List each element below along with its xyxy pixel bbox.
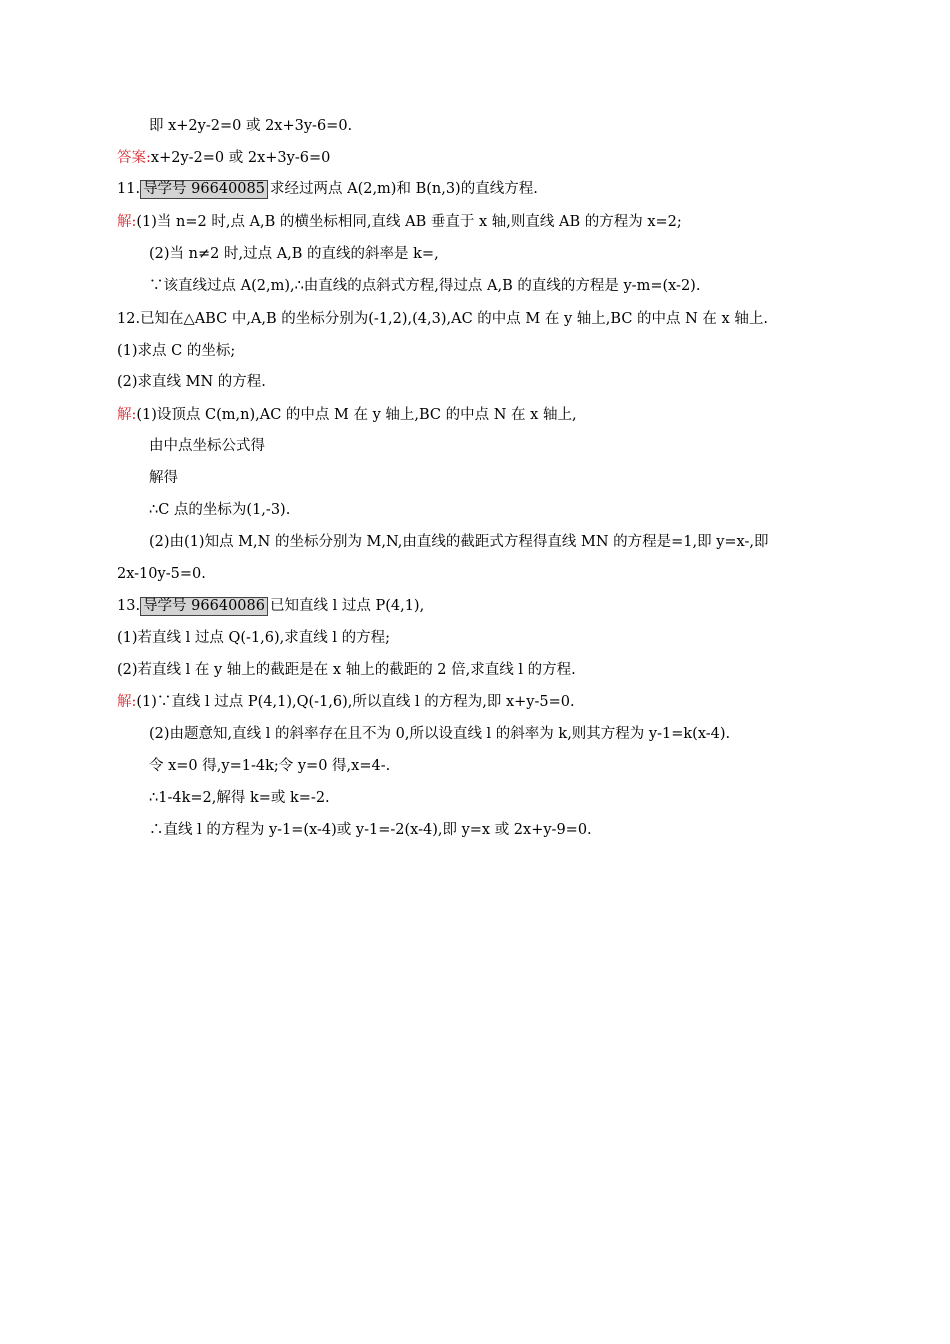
text-line — [149, 117, 352, 135]
line-text: 解得 — [149, 470, 178, 486]
solution-line — [117, 406, 577, 424]
line-text: (2)由题意知,直线 l 的斜率存在且不为 0,所以设直线 l 的斜率为 k,则其方程为 y-1=k(x-4). — [149, 726, 731, 742]
line-text: (1)若直线 l 过点 Q(-1,6),求直线 l 的方程; — [117, 630, 391, 646]
problem-number: 13. — [117, 598, 141, 614]
text-line — [149, 437, 265, 455]
line-text: (1)求点 C 的坐标; — [117, 343, 236, 359]
line-text: (2)由(1)知点 M,N 的坐标分别为 M,N,由直线的截距式方程得直线 MN 的方程是=1,即 y=x-,即 — [149, 534, 769, 550]
text-line — [149, 245, 439, 263]
solution-text: (1)∵直线 l 过点 P(4,1),Q(-1,6),所以直线 l 的方程为,即 x+y-5=0. — [136, 694, 575, 710]
reference-tag: 导学号 96640085 — [140, 180, 268, 199]
text-line — [149, 789, 330, 807]
solution-label: 解: — [117, 694, 137, 710]
line-text: ∴直线 l 的方程为 y-1=(x-4)或 y-1=-2(x-4),即 y=x 或 2x+y-9=0. — [149, 822, 592, 838]
text-line — [149, 501, 290, 519]
line-text: (2)求直线 MN 的方程. — [117, 374, 266, 390]
text-line — [149, 533, 769, 551]
text-line — [117, 661, 576, 679]
text-line — [149, 725, 730, 743]
text-line — [149, 757, 390, 775]
text-line — [117, 565, 206, 583]
line-text: ∴1-4k=2,解得 k=或 k=-2. — [149, 790, 330, 806]
line-text: (2)当 n≠2 时,过点 A,B 的直线的斜率是 k=, — [149, 246, 439, 262]
line-text: ∵该直线过点 A(2,m),∴由直线的点斜式方程,得过点 A,B 的直线的方程是 y-m=(x-2). — [149, 278, 701, 294]
solution-label: 解: — [117, 407, 137, 423]
line-text: 由中点坐标公式得 — [149, 438, 265, 454]
problem-text: 已知直线 l 过点 P(4,1), — [269, 598, 425, 614]
solution-label: 解: — [117, 214, 137, 230]
text-line — [149, 821, 592, 839]
text-line — [117, 342, 235, 360]
line-text: 即 x+2y-2=0 或 2x+3y-6=0. — [149, 118, 353, 134]
answer-line — [117, 149, 330, 167]
line-text: 令 x=0 得,y=1-4k;令 y=0 得,x=4-. — [149, 758, 391, 774]
text-line — [149, 277, 700, 295]
problem-text: 已知在△ABC 中,A,B 的坐标分别为(-1,2),(4,3),AC 的中点 M 在 y 轴上,BC 的中点 N 在 x 轴上. — [140, 311, 768, 327]
problem-number: 12. — [117, 311, 141, 327]
solution-line — [117, 693, 575, 711]
text-line — [149, 469, 178, 487]
line-text: ∴C 点的坐标为(1,-3). — [149, 502, 291, 518]
solution-line — [117, 213, 682, 231]
answer-label: 答案: — [117, 150, 151, 166]
problem-number: 11. — [117, 181, 141, 197]
problem-12 — [117, 310, 768, 328]
line-text: 2x-10y-5=0. — [117, 566, 206, 582]
line-text: (2)若直线 l 在 y 轴上的截距是在 x 轴上的截距的 2 倍,求直线 l 的方程. — [117, 662, 576, 678]
problem-11 — [117, 180, 538, 199]
solution-text: (1)设顶点 C(m,n),AC 的中点 M 在 y 轴上,BC 的中点 N 在 x 轴上, — [136, 407, 577, 423]
problem-13 — [117, 597, 424, 616]
text-line — [117, 629, 390, 647]
answer-text: x+2y-2=0 或 2x+3y-6=0 — [150, 150, 331, 166]
problem-text: 求经过两点 A(2,m)和 B(n,3)的直线方程. — [269, 181, 538, 197]
reference-tag: 导学号 96640086 — [140, 597, 268, 616]
text-line — [117, 373, 266, 391]
solution-text: (1)当 n=2 时,点 A,B 的横坐标相同,直线 AB 垂直于 x 轴,则直线 AB 的方程为 x=2; — [136, 214, 682, 230]
